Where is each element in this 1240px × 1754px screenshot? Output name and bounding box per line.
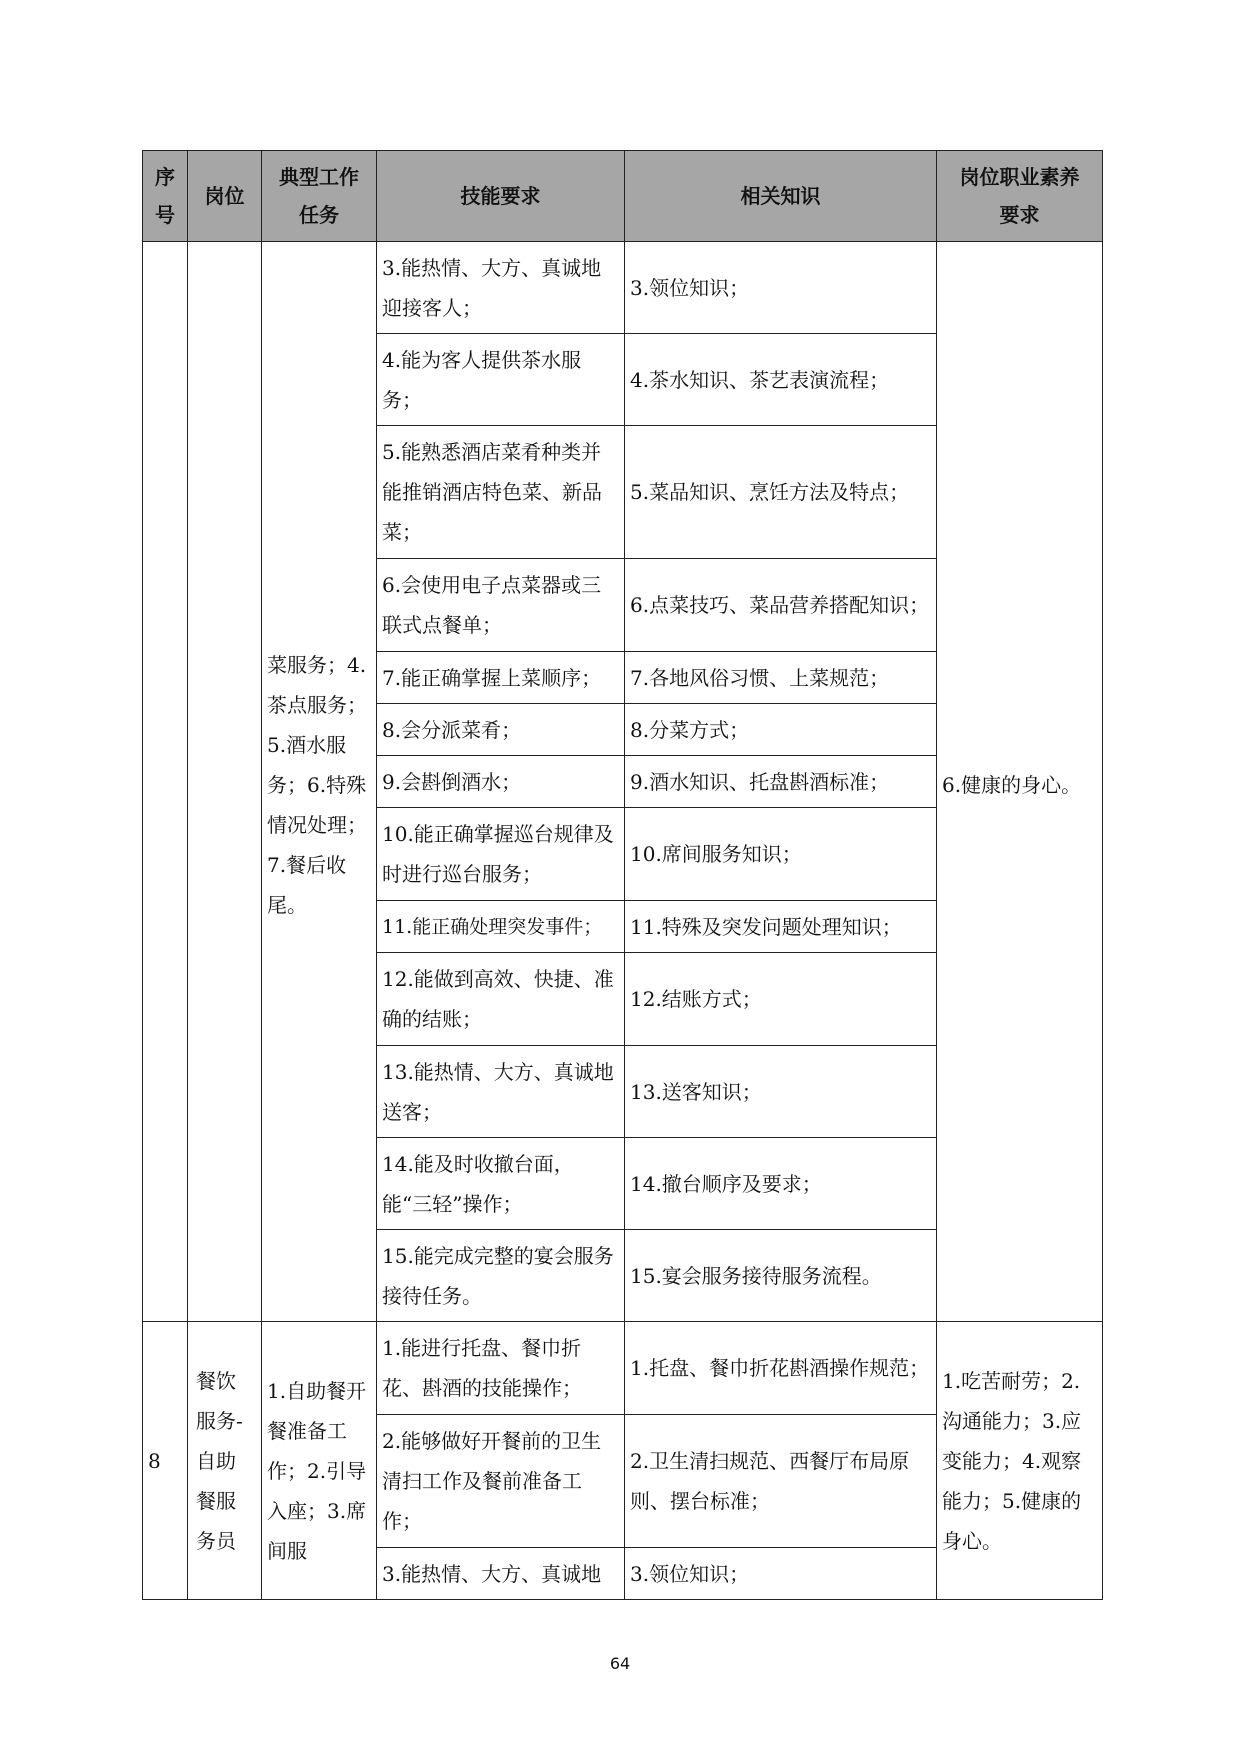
header-knowledge: 相关知识 — [625, 151, 937, 242]
knowledge-cell: 10.席间服务知识； — [625, 808, 937, 901]
page-number: 64 — [609, 1654, 631, 1673]
knowledge-cell: 15.宴会服务接待服务流程。 — [625, 1230, 937, 1322]
knowledge-cell: 7.各地风俗习惯、上菜规范； — [625, 652, 937, 704]
skill-cell: 6.会使用电子点菜器或三联式点餐单； — [377, 559, 625, 652]
header-post: 岗位 — [188, 151, 262, 242]
skill-cell: 15.能完成完整的宴会服务接待任务。 — [377, 1230, 625, 1322]
skill-cell: 8.会分派菜肴； — [377, 704, 625, 756]
skill-cell: 5.能熟悉酒店菜肴种类并能推销酒店特色菜、新品菜； — [377, 426, 625, 559]
knowledge-cell: 9.酒水知识、托盘斟酒标准； — [625, 756, 937, 808]
skill-cell: 1.能进行托盘、餐巾折花、斟酒的技能操作； — [377, 1322, 625, 1415]
table-header-row — [143, 151, 1103, 242]
table-row — [143, 1322, 1103, 1415]
skill-cell: 12.能做到高效、快捷、准确的结账； — [377, 953, 625, 1046]
knowledge-cell: 8.分菜方式； — [625, 704, 937, 756]
knowledge-cell: 3.领位知识； — [625, 242, 937, 334]
skill-cell: 4.能为客人提供茶水服务； — [377, 334, 625, 426]
knowledge-cell: 5.菜品知识、烹饪方法及特点； — [625, 426, 937, 559]
knowledge-cell: 13.送客知识； — [625, 1046, 937, 1138]
quality-cell: 1.吃苦耐劳；2.沟通能力；3.应变能力；4.观察能力；5.健康的身心。 — [937, 1322, 1103, 1600]
table-row — [143, 242, 1103, 334]
skill-cell: 11.能正确处理突发事件； — [377, 901, 625, 953]
header-tasks: 典型工作任务 — [262, 151, 377, 242]
tasks-cell: 1.自助餐开餐准备工作；2.引导入座；3.席间服 — [262, 1322, 377, 1600]
knowledge-cell: 3.领位知识； — [625, 1548, 937, 1600]
tasks-cell: 菜服务；4.茶点服务；5.酒水服务；6.特殊情况处理；7.餐后收尾。 — [262, 242, 377, 1322]
seq-cell: 8 — [143, 1322, 188, 1600]
header-skills: 技能要求 — [377, 151, 625, 242]
post-cell — [188, 242, 262, 1322]
header-quality: 岗位职业素养要求 — [937, 151, 1103, 242]
knowledge-cell: 2.卫生清扫规范、西餐厅布局原则、摆台标准； — [625, 1415, 937, 1548]
skill-cell: 14.能及时收撤台面，能“三轻”操作； — [377, 1138, 625, 1230]
knowledge-cell: 6.点菜技巧、菜品营养搭配知识； — [625, 559, 937, 652]
skill-cell: 9.会斟倒酒水； — [377, 756, 625, 808]
skill-cell: 3.能热情、大方、真诚地 — [377, 1548, 625, 1600]
skill-cell: 10.能正确掌握巡台规律及时进行巡台服务； — [377, 808, 625, 901]
knowledge-cell: 14.撤台顺序及要求； — [625, 1138, 937, 1230]
job-requirements-table — [142, 150, 1103, 1600]
header-seq: 序号 — [143, 151, 188, 242]
skill-cell: 3.能热情、大方、真诚地迎接客人； — [377, 242, 625, 334]
skill-cell: 7.能正确掌握上菜顺序； — [377, 652, 625, 704]
skill-cell: 13.能热情、大方、真诚地送客； — [377, 1046, 625, 1138]
knowledge-cell: 11.特殊及突发问题处理知识； — [625, 901, 937, 953]
seq-cell — [143, 242, 188, 1322]
skill-cell: 2.能够做好开餐前的卫生清扫工作及餐前准备工作； — [377, 1415, 625, 1548]
knowledge-cell: 4.茶水知识、茶艺表演流程； — [625, 334, 937, 426]
post-cell: 餐饮服务-自助餐服务员 — [188, 1322, 262, 1600]
knowledge-cell: 1.托盘、餐巾折花斟酒操作规范； — [625, 1322, 937, 1415]
knowledge-cell: 12.结账方式； — [625, 953, 937, 1046]
quality-cell: 6.健康的身心。 — [937, 242, 1103, 1322]
